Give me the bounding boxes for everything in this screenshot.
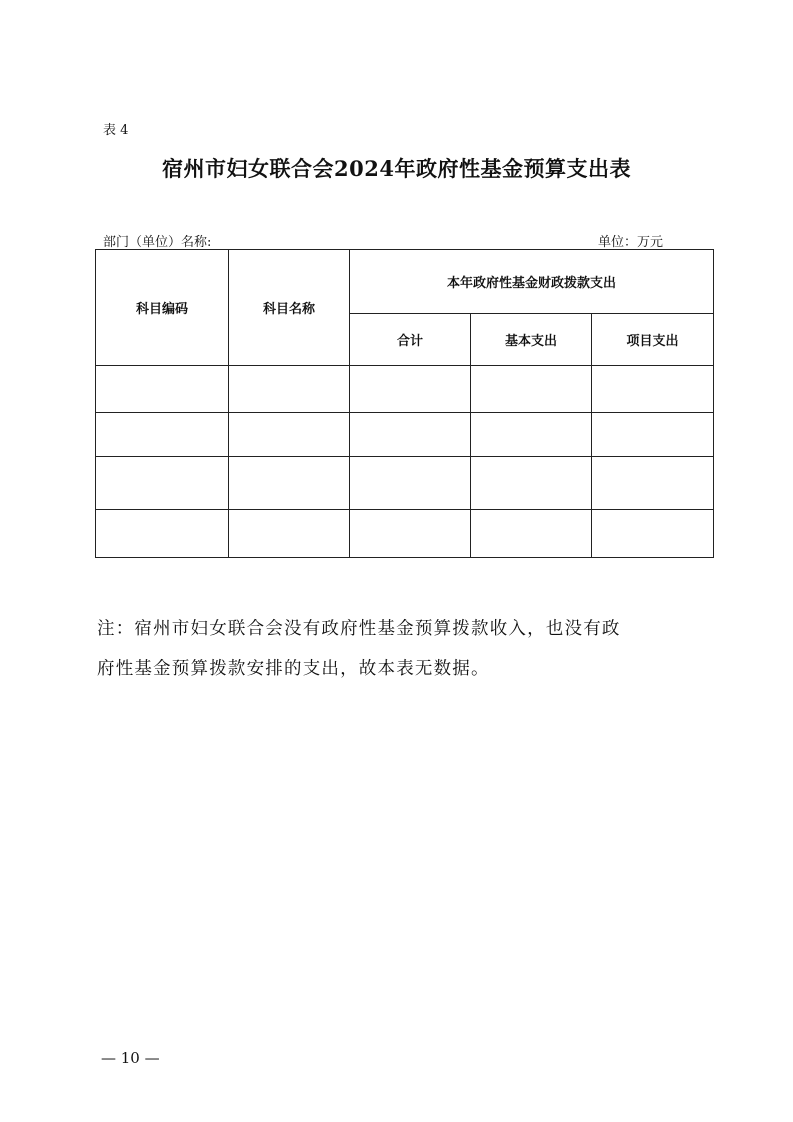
- table-cell: [592, 366, 714, 413]
- footnote: [97, 609, 697, 689]
- table-cell: [592, 510, 714, 558]
- column-header-code: 科目编码: [96, 250, 229, 366]
- table-cell: [96, 366, 229, 413]
- column-group-header: 本年政府性基金财政拨款支出: [350, 250, 714, 314]
- footnote-line: 府性基金预算拨款安排的支出，故本表无数据。: [97, 659, 490, 679]
- table-cell: [471, 413, 592, 457]
- table-cell: [350, 413, 471, 457]
- table-label: 表 4: [103, 123, 129, 138]
- table-row: [96, 413, 714, 457]
- column-header-basic: 基本支出: [471, 314, 592, 366]
- budget-table: [95, 249, 714, 558]
- column-header-name: 科目名称: [229, 250, 350, 366]
- unit-label: 单位：万元: [598, 235, 664, 250]
- column-header-total: 合计: [350, 314, 471, 366]
- table-cell: [350, 457, 471, 510]
- table-header-row: [96, 250, 714, 314]
- table-cell: [471, 366, 592, 413]
- table-row: [96, 510, 714, 558]
- table-cell: [229, 366, 350, 413]
- department-label: 部门（单位）名称:: [103, 235, 212, 250]
- table-cell: [592, 457, 714, 510]
- table-cell: [350, 366, 471, 413]
- page-title: 宿州市妇女联合会2024年政府性基金预算支出表: [162, 156, 631, 181]
- column-header-project: 项目支出: [592, 314, 714, 366]
- table-cell: [471, 457, 592, 510]
- table-cell: [229, 457, 350, 510]
- table-cell: [471, 510, 592, 558]
- page-number: — 10 —: [101, 1049, 160, 1067]
- table-cell: [229, 510, 350, 558]
- table-cell: [229, 413, 350, 457]
- table-cell: [592, 413, 714, 457]
- table-cell: [350, 510, 471, 558]
- table-cell: [96, 413, 229, 457]
- footnote-line: 注：宿州市妇女联合会没有政府性基金预算拨款收入，也没有政: [97, 619, 621, 639]
- table-row: [96, 457, 714, 510]
- table-row: [96, 366, 714, 413]
- table-cell: [96, 510, 229, 558]
- table-cell: [96, 457, 229, 510]
